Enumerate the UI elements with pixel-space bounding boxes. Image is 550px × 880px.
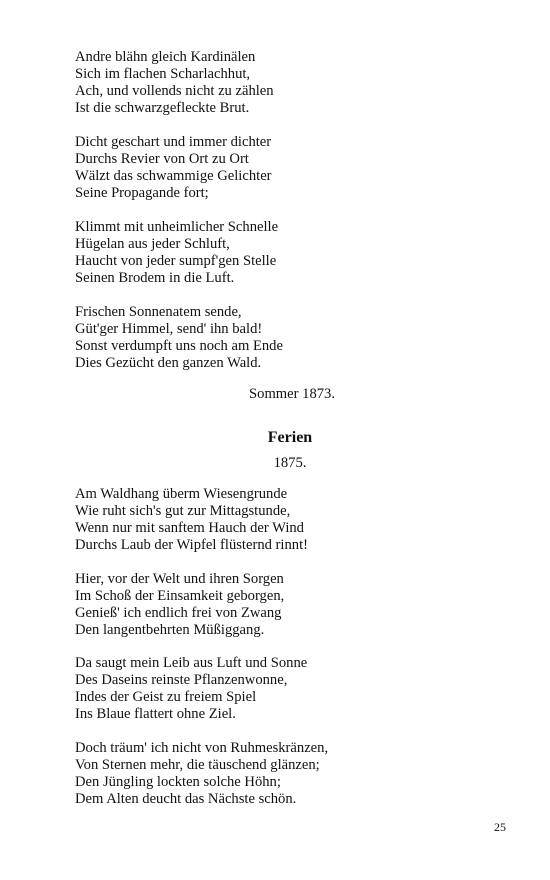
- verse-line: Von Sternen mehr, die täuschend glänzen;: [75, 757, 320, 773]
- poem2-stanza-3: [75, 655, 495, 723]
- verse-line: Sonst verdumpft uns noch am Ende: [75, 338, 283, 354]
- verse-line: Dicht geschart und immer dichter: [75, 134, 272, 150]
- verse-line: Indes der Geist zu freiem Spiel: [75, 689, 257, 705]
- verse-line: Frischen Sonnenatem sende,: [75, 304, 242, 320]
- verse-line: Klimmt mit unheimlicher Schnelle: [75, 219, 279, 235]
- poem2-stanza-2: [75, 571, 495, 639]
- verse-line: Hier, vor der Welt und ihren Sorgen: [75, 571, 284, 587]
- verse-line: Seine Propagande fort;: [75, 185, 209, 201]
- verse-line: Ach, und vollends nicht zu zählen: [75, 83, 274, 99]
- verse-line: Des Daseins reinste Pflanzenwonne,: [75, 672, 288, 688]
- verse-line: Dem Alten deucht das Nächste schön.: [75, 791, 297, 807]
- verse-line: Durchs Revier von Ort zu Ort: [75, 151, 249, 167]
- verse-line: Am Waldhang überm Wiesengrunde: [75, 486, 288, 502]
- verse-line: Doch träum' ich nicht von Ruhmeskränzen,: [75, 740, 329, 756]
- verse-line: Hügelan aus jeder Schluft,: [75, 236, 230, 252]
- page-number: 25: [494, 820, 506, 834]
- verse-line: Genieß' ich endlich frei von Zwang: [75, 605, 282, 621]
- verse-line: Da saugt mein Leib aus Luft und Sonne: [75, 655, 308, 671]
- verse-line: Im Schoß der Einsamkeit geborgen,: [75, 588, 285, 604]
- verse-line: Durchs Laub der Wipfel flüsternd rinnt!: [75, 537, 308, 553]
- poem1-stanza-2: [75, 134, 495, 202]
- verse-line: Seinen Brodem in die Luft.: [75, 270, 235, 286]
- verse-line: Güt'ger Himmel, send' ihn bald!: [75, 321, 263, 337]
- verse-line: Haucht von jeder sumpf'gen Stelle: [75, 253, 277, 269]
- poem1-stanza-1: [75, 49, 495, 117]
- poem2-stanza-4: [75, 740, 495, 808]
- poem2-stanza-1: [75, 486, 495, 554]
- verse-line: Wenn nur mit sanftem Hauch der Wind: [75, 520, 304, 536]
- poem1-date: Sommer 1873.: [249, 386, 335, 402]
- poem1-stanza-3: [75, 219, 495, 287]
- verse-line: Den Jüngling lockten solche Höhn;: [75, 774, 281, 790]
- verse-line: Den langentbehrten Müßiggang.: [75, 622, 265, 638]
- poem-year: 1875.: [273, 455, 307, 471]
- verse-line: Wie ruht sich's gut zur Mittagstunde,: [75, 503, 291, 519]
- verse-line: Sich im flachen Scharlachhut,: [75, 66, 251, 82]
- verse-line: Dies Gezücht den ganzen Wald.: [75, 355, 262, 371]
- verse-line: Ist die schwarzgefleckte Brut.: [75, 100, 250, 116]
- verse-line: Wälzt das schwammige Gelichter: [75, 168, 272, 184]
- verse-line: Ins Blaue flattert ohne Ziel.: [75, 706, 236, 722]
- poem-title: Ferien: [267, 429, 313, 446]
- verse-line: Andre blähn gleich Kardinälen: [75, 49, 256, 65]
- poem1-stanza-4: [75, 304, 495, 372]
